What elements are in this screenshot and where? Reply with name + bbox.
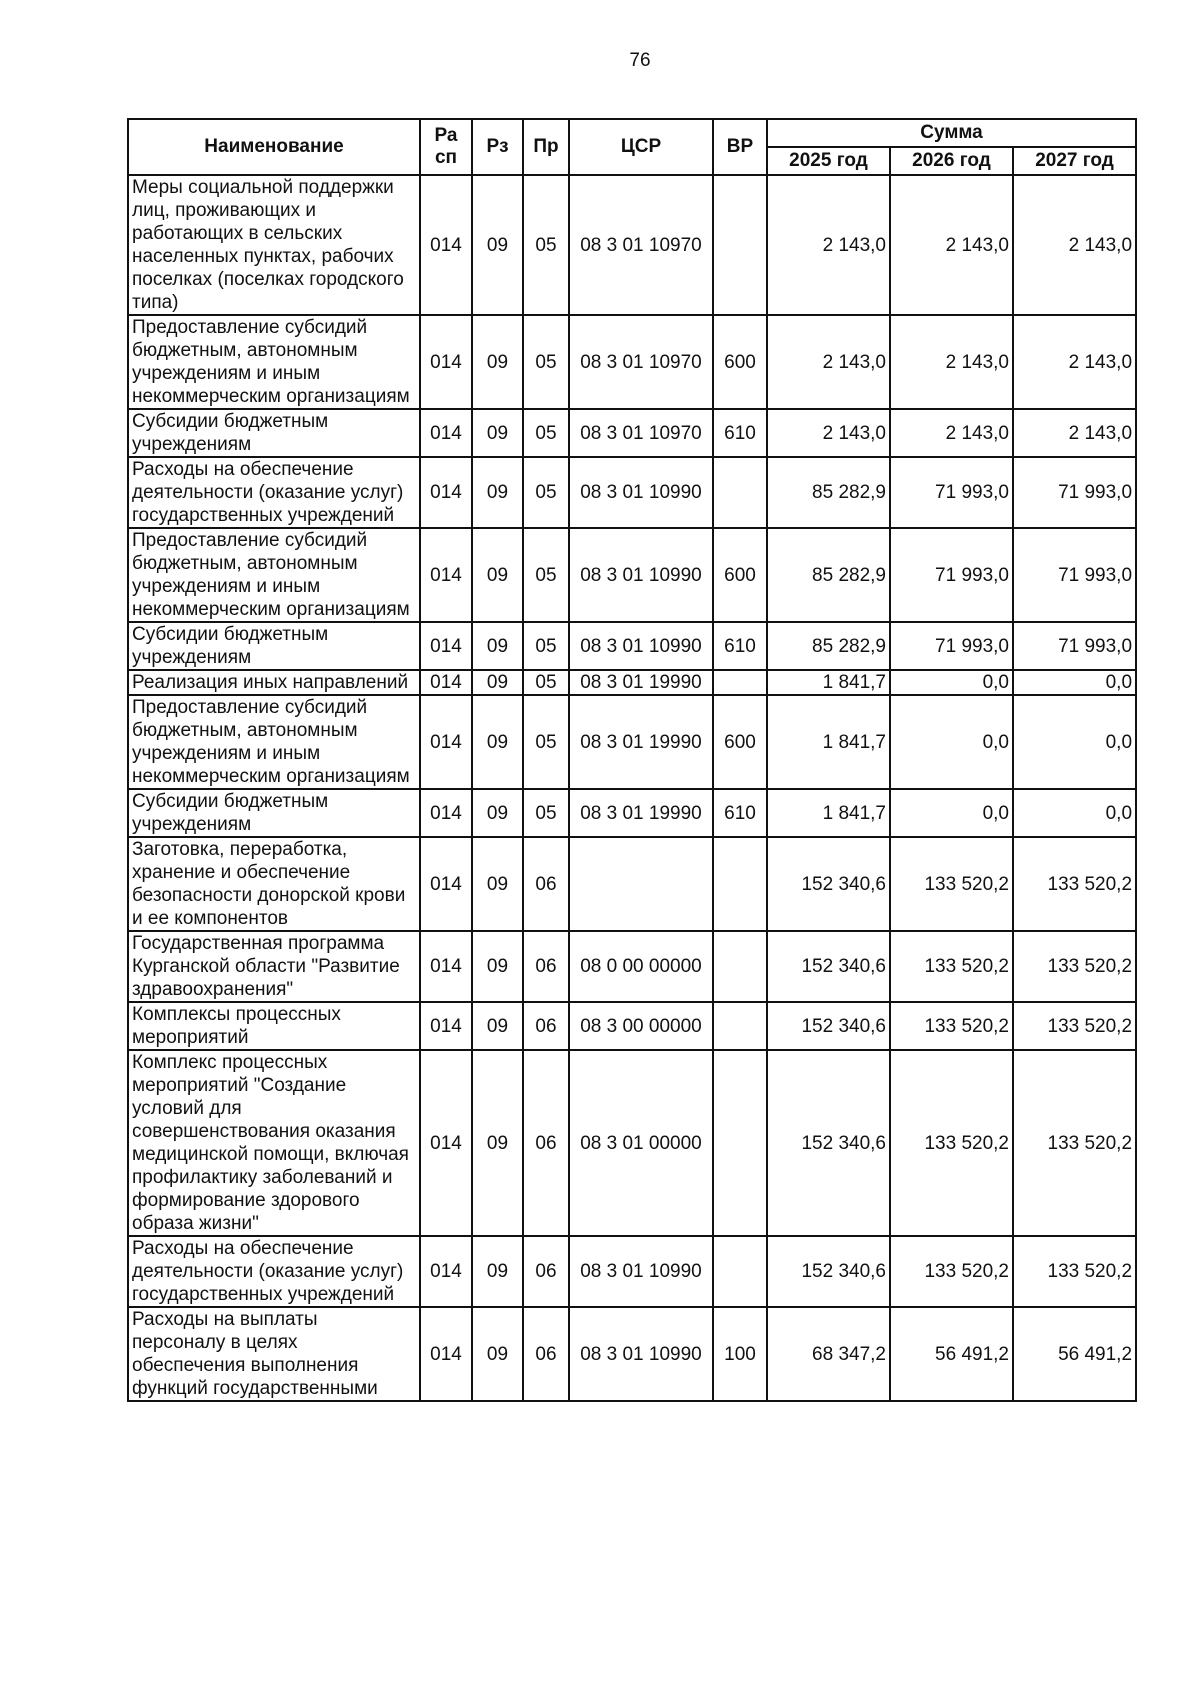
cell-csr: 08 3 01 10990	[569, 1307, 713, 1401]
cell-name: Расходы на выплаты персоналу в целях обеспечения выполнения функций государственными	[128, 1307, 420, 1401]
cell-sum-2025: 152 340,6	[767, 1002, 890, 1050]
cell-pr: 05	[523, 670, 569, 695]
cell-sum-2027: 133 520,2	[1013, 1236, 1136, 1307]
cell-sum-2025: 85 282,9	[767, 528, 890, 622]
cell-rz: 09	[472, 670, 523, 695]
cell-rasp: 014	[420, 457, 472, 528]
cell-name: Реализация иных направлений	[128, 670, 420, 695]
cell-rz: 09	[472, 622, 523, 670]
cell-csr: 08 0 00 00000	[569, 931, 713, 1002]
cell-vr	[713, 175, 767, 315]
cell-sum-2027: 2 143,0	[1013, 409, 1136, 457]
cell-csr	[569, 837, 713, 931]
cell-sum-2026: 133 520,2	[890, 1002, 1013, 1050]
cell-vr: 100	[713, 1307, 767, 1401]
cell-sum-2027: 0,0	[1013, 695, 1136, 789]
cell-csr: 08 3 01 10990	[569, 528, 713, 622]
cell-vr: 610	[713, 789, 767, 837]
cell-sum-2025: 1 841,7	[767, 670, 890, 695]
cell-sum-2027: 2 143,0	[1013, 175, 1136, 315]
cell-rz: 09	[472, 1050, 523, 1236]
cell-csr: 08 3 01 19990	[569, 789, 713, 837]
cell-rz: 09	[472, 1002, 523, 1050]
cell-sum-2025: 152 340,6	[767, 1050, 890, 1236]
cell-rasp: 014	[420, 670, 472, 695]
cell-pr: 05	[523, 695, 569, 789]
header-rz: Рз	[472, 119, 523, 175]
cell-rz: 09	[472, 695, 523, 789]
cell-pr: 05	[523, 789, 569, 837]
cell-csr: 08 3 01 10990	[569, 622, 713, 670]
cell-csr: 08 3 01 10990	[569, 1236, 713, 1307]
cell-sum-2027: 133 520,2	[1013, 1002, 1136, 1050]
cell-vr	[713, 837, 767, 931]
table-row	[128, 457, 1136, 528]
cell-sum-2026: 2 143,0	[890, 175, 1013, 315]
cell-name: Расходы на обеспечение деятельности (оказание услуг) государственных учреждений	[128, 457, 420, 528]
cell-name: Комплексы процессных мероприятий	[128, 1002, 420, 1050]
cell-rz: 09	[472, 1236, 523, 1307]
cell-name: Субсидии бюджетным учреждениям	[128, 622, 420, 670]
cell-name: Предоставление субсидий бюджетным, автономным учреждениям и иным некоммерческим организациям	[128, 315, 420, 409]
cell-rasp: 014	[420, 409, 472, 457]
cell-vr: 610	[713, 409, 767, 457]
table-row	[128, 409, 1136, 457]
cell-sum-2025: 1 841,7	[767, 789, 890, 837]
cell-rasp: 014	[420, 1050, 472, 1236]
cell-sum-2027: 71 993,0	[1013, 622, 1136, 670]
table-body	[128, 175, 1136, 1401]
table-row	[128, 670, 1136, 695]
cell-rasp: 014	[420, 1236, 472, 1307]
cell-sum-2027: 133 520,2	[1013, 1050, 1136, 1236]
cell-vr	[713, 457, 767, 528]
cell-pr: 06	[523, 1307, 569, 1401]
table-row	[128, 1307, 1136, 1401]
cell-csr: 08 3 00 00000	[569, 1002, 713, 1050]
header-year-2027: 2027 год	[1013, 147, 1136, 175]
cell-csr: 08 3 01 10970	[569, 175, 713, 315]
cell-rz: 09	[472, 175, 523, 315]
header-year-2026: 2026 год	[890, 147, 1013, 175]
cell-sum-2027: 2 143,0	[1013, 315, 1136, 409]
cell-csr: 08 3 01 19990	[569, 695, 713, 789]
cell-name: Комплекс процессных мероприятий "Создание условий для совершенствования оказания медицинской помощи, включая профилактику заболеваний и формирование здорового образа жизни"	[128, 1050, 420, 1236]
cell-sum-2025: 85 282,9	[767, 457, 890, 528]
cell-sum-2025: 2 143,0	[767, 175, 890, 315]
cell-vr: 600	[713, 315, 767, 409]
cell-name: Расходы на обеспечение деятельности (оказание услуг) государственных учреждений	[128, 1236, 420, 1307]
cell-sum-2025: 152 340,6	[767, 837, 890, 931]
cell-sum-2026: 71 993,0	[890, 528, 1013, 622]
cell-sum-2026: 71 993,0	[890, 622, 1013, 670]
cell-vr	[713, 1050, 767, 1236]
cell-sum-2025: 1 841,7	[767, 695, 890, 789]
cell-csr: 08 3 01 10970	[569, 409, 713, 457]
cell-sum-2025: 85 282,9	[767, 622, 890, 670]
cell-pr: 06	[523, 837, 569, 931]
header-sum: Сумма	[767, 119, 1136, 147]
cell-sum-2027: 56 491,2	[1013, 1307, 1136, 1401]
cell-name: Государственная программа Курганской области "Развитие здравоохранения"	[128, 931, 420, 1002]
cell-vr: 600	[713, 695, 767, 789]
cell-sum-2026: 71 993,0	[890, 457, 1013, 528]
cell-sum-2027: 71 993,0	[1013, 528, 1136, 622]
cell-sum-2025: 68 347,2	[767, 1307, 890, 1401]
cell-pr: 05	[523, 315, 569, 409]
cell-pr: 06	[523, 1002, 569, 1050]
header-vr: ВР	[713, 119, 767, 175]
cell-sum-2026: 0,0	[890, 695, 1013, 789]
table-row	[128, 1050, 1136, 1236]
cell-rz: 09	[472, 315, 523, 409]
cell-rasp: 014	[420, 1002, 472, 1050]
table-row	[128, 315, 1136, 409]
header-pr: Пр	[523, 119, 569, 175]
cell-rasp: 014	[420, 315, 472, 409]
cell-pr: 05	[523, 528, 569, 622]
cell-pr: 06	[523, 1050, 569, 1236]
cell-pr: 05	[523, 175, 569, 315]
cell-rz: 09	[472, 931, 523, 1002]
cell-name: Заготовка, переработка, хранение и обеспечение безопасности донорской крови и ее компонентов	[128, 837, 420, 931]
cell-name: Субсидии бюджетным учреждениям	[128, 789, 420, 837]
cell-rz: 09	[472, 837, 523, 931]
cell-rz: 09	[472, 409, 523, 457]
cell-rz: 09	[472, 789, 523, 837]
cell-name: Предоставление субсидий бюджетным, автономным учреждениям и иным некоммерческим организациям	[128, 528, 420, 622]
cell-name: Субсидии бюджетным учреждениям	[128, 409, 420, 457]
page-number: 76	[629, 50, 651, 71]
cell-rasp: 014	[420, 695, 472, 789]
cell-rasp: 014	[420, 175, 472, 315]
cell-pr: 05	[523, 409, 569, 457]
table-row	[128, 837, 1136, 931]
cell-rasp: 014	[420, 789, 472, 837]
cell-sum-2027: 133 520,2	[1013, 837, 1136, 931]
header-rasp: Ра сп	[420, 119, 472, 175]
table-row	[128, 789, 1136, 837]
cell-csr: 08 3 01 10990	[569, 457, 713, 528]
cell-sum-2026: 0,0	[890, 789, 1013, 837]
cell-pr: 06	[523, 1236, 569, 1307]
cell-sum-2027: 0,0	[1013, 670, 1136, 695]
cell-sum-2026: 56 491,2	[890, 1307, 1013, 1401]
table-row	[128, 931, 1136, 1002]
budget-table	[127, 118, 1137, 1402]
cell-sum-2026: 133 520,2	[890, 1236, 1013, 1307]
header-year-2025: 2025 год	[767, 147, 890, 175]
cell-sum-2027: 71 993,0	[1013, 457, 1136, 528]
cell-rasp: 014	[420, 931, 472, 1002]
cell-sum-2025: 2 143,0	[767, 315, 890, 409]
cell-sum-2026: 133 520,2	[890, 931, 1013, 1002]
cell-vr	[713, 670, 767, 695]
cell-sum-2025: 152 340,6	[767, 1236, 890, 1307]
cell-rasp: 014	[420, 837, 472, 931]
cell-csr: 08 3 01 00000	[569, 1050, 713, 1236]
cell-sum-2027: 0,0	[1013, 789, 1136, 837]
cell-name: Предоставление субсидий бюджетным, автономным учреждениям и иным некоммерческим организациям	[128, 695, 420, 789]
header-csr: ЦСР	[569, 119, 713, 175]
cell-vr: 610	[713, 622, 767, 670]
cell-rasp: 014	[420, 1307, 472, 1401]
cell-rasp: 014	[420, 622, 472, 670]
cell-rasp: 014	[420, 528, 472, 622]
cell-csr: 08 3 01 10970	[569, 315, 713, 409]
cell-pr: 06	[523, 931, 569, 1002]
table-row	[128, 1002, 1136, 1050]
cell-sum-2026: 0,0	[890, 670, 1013, 695]
cell-vr: 600	[713, 528, 767, 622]
cell-sum-2026: 133 520,2	[890, 1050, 1013, 1236]
table-row	[128, 1236, 1136, 1307]
table-row	[128, 622, 1136, 670]
cell-vr	[713, 1002, 767, 1050]
cell-rz: 09	[472, 457, 523, 528]
cell-sum-2026: 133 520,2	[890, 837, 1013, 931]
cell-vr	[713, 1236, 767, 1307]
table-row	[128, 175, 1136, 315]
cell-sum-2025: 2 143,0	[767, 409, 890, 457]
cell-vr	[713, 931, 767, 1002]
cell-rz: 09	[472, 528, 523, 622]
header-row	[128, 119, 1136, 147]
cell-sum-2026: 2 143,0	[890, 315, 1013, 409]
cell-rz: 09	[472, 1307, 523, 1401]
cell-sum-2026: 2 143,0	[890, 409, 1013, 457]
cell-name: Меры социальной поддержки лиц, проживающих и работающих в сельских населенных пунктах, рабочих поселках (поселках городского типа)	[128, 175, 420, 315]
cell-pr: 05	[523, 622, 569, 670]
table-row	[128, 695, 1136, 789]
cell-sum-2027: 133 520,2	[1013, 931, 1136, 1002]
cell-sum-2025: 152 340,6	[767, 931, 890, 1002]
header-name: Наименование	[128, 119, 420, 175]
table-row	[128, 528, 1136, 622]
cell-pr: 05	[523, 457, 569, 528]
cell-csr: 08 3 01 19990	[569, 670, 713, 695]
